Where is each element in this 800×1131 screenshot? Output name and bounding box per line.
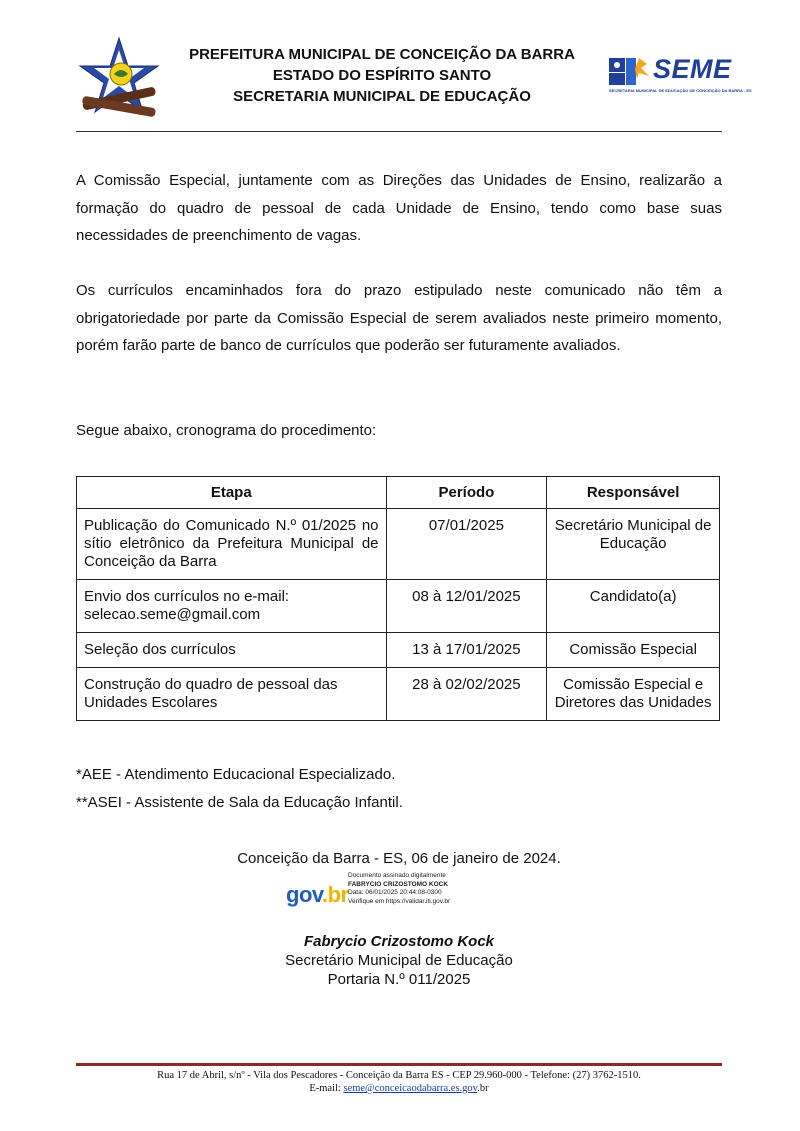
place-date: Conceição da Barra - ES, 06 de janeiro de 2024.	[237, 850, 561, 867]
paragraph-2: Os currículos encaminhados fora do prazo estipulado neste comunicado não têm a obrigatoriedade por parte da Comissão Especial de serem avaliados neste primeiro momento, porém farão parte de banco de currículos que poderão ser futuramente avaliados.	[76, 282, 722, 354]
header-divider	[76, 131, 722, 132]
schedule-table	[76, 476, 720, 721]
paragraph-1: A Comissão Especial, juntamente com as Direções das Unidades de Ensino, realizarão a formação do quadro de pessoal de cada Unidade de Ensino, tendo como base suas necessidades de preenchimento de vagas.	[76, 172, 722, 244]
signer-ordinance: Portaria N.º 011/2025	[327, 971, 471, 988]
cell-etapa-line-1: Envio dos currículos no e-mail:	[84, 588, 290, 605]
table-row	[77, 580, 720, 633]
cell-responsavel: Candidato(a)	[547, 580, 720, 633]
puzzle-icon	[607, 54, 651, 88]
govbr-logo-gov: gov	[286, 882, 322, 907]
column-header-etapa: Etapa	[77, 477, 387, 509]
cell-periodo: 07/01/2025	[386, 509, 547, 580]
footer-address: Rua 17 de Abril, s/nº - Vila dos Pescadores - Conceição da Barra ES - CEP 29.960-000 - Telefone: (27) 3762-1510.	[157, 1070, 641, 1081]
header-line-1: PREFEITURA MUNICIPAL DE CONCEIÇÃO DA BARRA	[189, 46, 575, 63]
cell-etapa-email: selecao.seme@gmail.com	[84, 606, 261, 623]
column-header-responsavel: Responsável	[547, 477, 720, 509]
signer-name: Fabrycio Crizostomo Kock	[303, 933, 495, 950]
digital-signature-stamp	[286, 872, 486, 916]
municipal-star-logo-icon	[76, 36, 162, 118]
cell-etapa: Construção do quadro de pessoal das Unidades Escolares	[77, 668, 387, 721]
signature-line-2: FABRYCIO CRIZOSTOMO KOCK	[348, 880, 449, 888]
govbr-logo-br: .br	[321, 882, 349, 907]
page-footer	[76, 1069, 722, 1095]
table-row	[77, 509, 720, 580]
table-row	[77, 633, 720, 668]
seme-logo	[607, 52, 752, 98]
cell-periodo: 28 à 02/02/2025	[386, 668, 547, 721]
note-aee: *AEE - Atendimento Educacional Especializado.	[76, 766, 396, 783]
note-asei: **ASEI - Assistente de Sala da Educação Infantil.	[76, 794, 403, 811]
cell-periodo: 08 à 12/01/2025	[386, 580, 547, 633]
footer-email-line	[76, 1082, 722, 1095]
signature-line-4: Verifique em https://validar.iti.gov.br	[348, 897, 451, 905]
signature-line-3: Data: 06/01/2025 20:44:08-0300	[348, 889, 442, 896]
cell-responsavel: Comissão Especial	[547, 633, 720, 668]
govbr-logo	[286, 882, 349, 908]
signature-line-1: Documento assinado digitalmente	[348, 872, 446, 879]
cell-responsavel: Secretário Municipal de Educação	[547, 509, 720, 580]
signer-block	[76, 932, 722, 989]
cell-responsavel: Comissão Especial e Diretores das Unidades	[547, 668, 720, 721]
paragraph-3: Segue abaixo, cronograma do procedimento:	[76, 422, 377, 439]
cell-etapa	[77, 580, 387, 633]
cell-periodo: 13 à 17/01/2025	[386, 633, 547, 668]
header-title-block	[172, 44, 592, 107]
cell-etapa: Seleção dos currículos	[77, 633, 387, 668]
footer-divider	[76, 1063, 722, 1066]
seme-logo-subtitle: SECRETARIA MUNICIPAL DE EDUCAÇÃO DE CONCEIÇÃO DA BARRA - ES	[609, 88, 752, 93]
seme-logo-word: SEME	[653, 54, 732, 84]
footer-email-label: E-mail:	[309, 1083, 344, 1094]
header-line-3: SECRETARIA MUNICIPAL DE EDUCAÇÃO	[233, 88, 531, 105]
digital-signature-text	[348, 872, 450, 906]
table-row	[77, 668, 720, 721]
footer-email-suffix: .br	[477, 1083, 489, 1094]
table-header-row	[77, 477, 720, 509]
cell-etapa: Publicação do Comunicado N.º 01/2025 no sítio eletrônico da Prefeitura Municipal de Conceição da Barra	[77, 509, 387, 580]
header-line-2: ESTADO DO ESPÍRITO SANTO	[272, 67, 492, 84]
signer-role: Secretário Municipal de Educação	[285, 952, 513, 969]
footer-email-link[interactable]: seme@conceicaodabarra.es.gov	[343, 1083, 478, 1094]
page-header	[76, 36, 752, 132]
column-header-periodo: Período	[386, 477, 547, 509]
